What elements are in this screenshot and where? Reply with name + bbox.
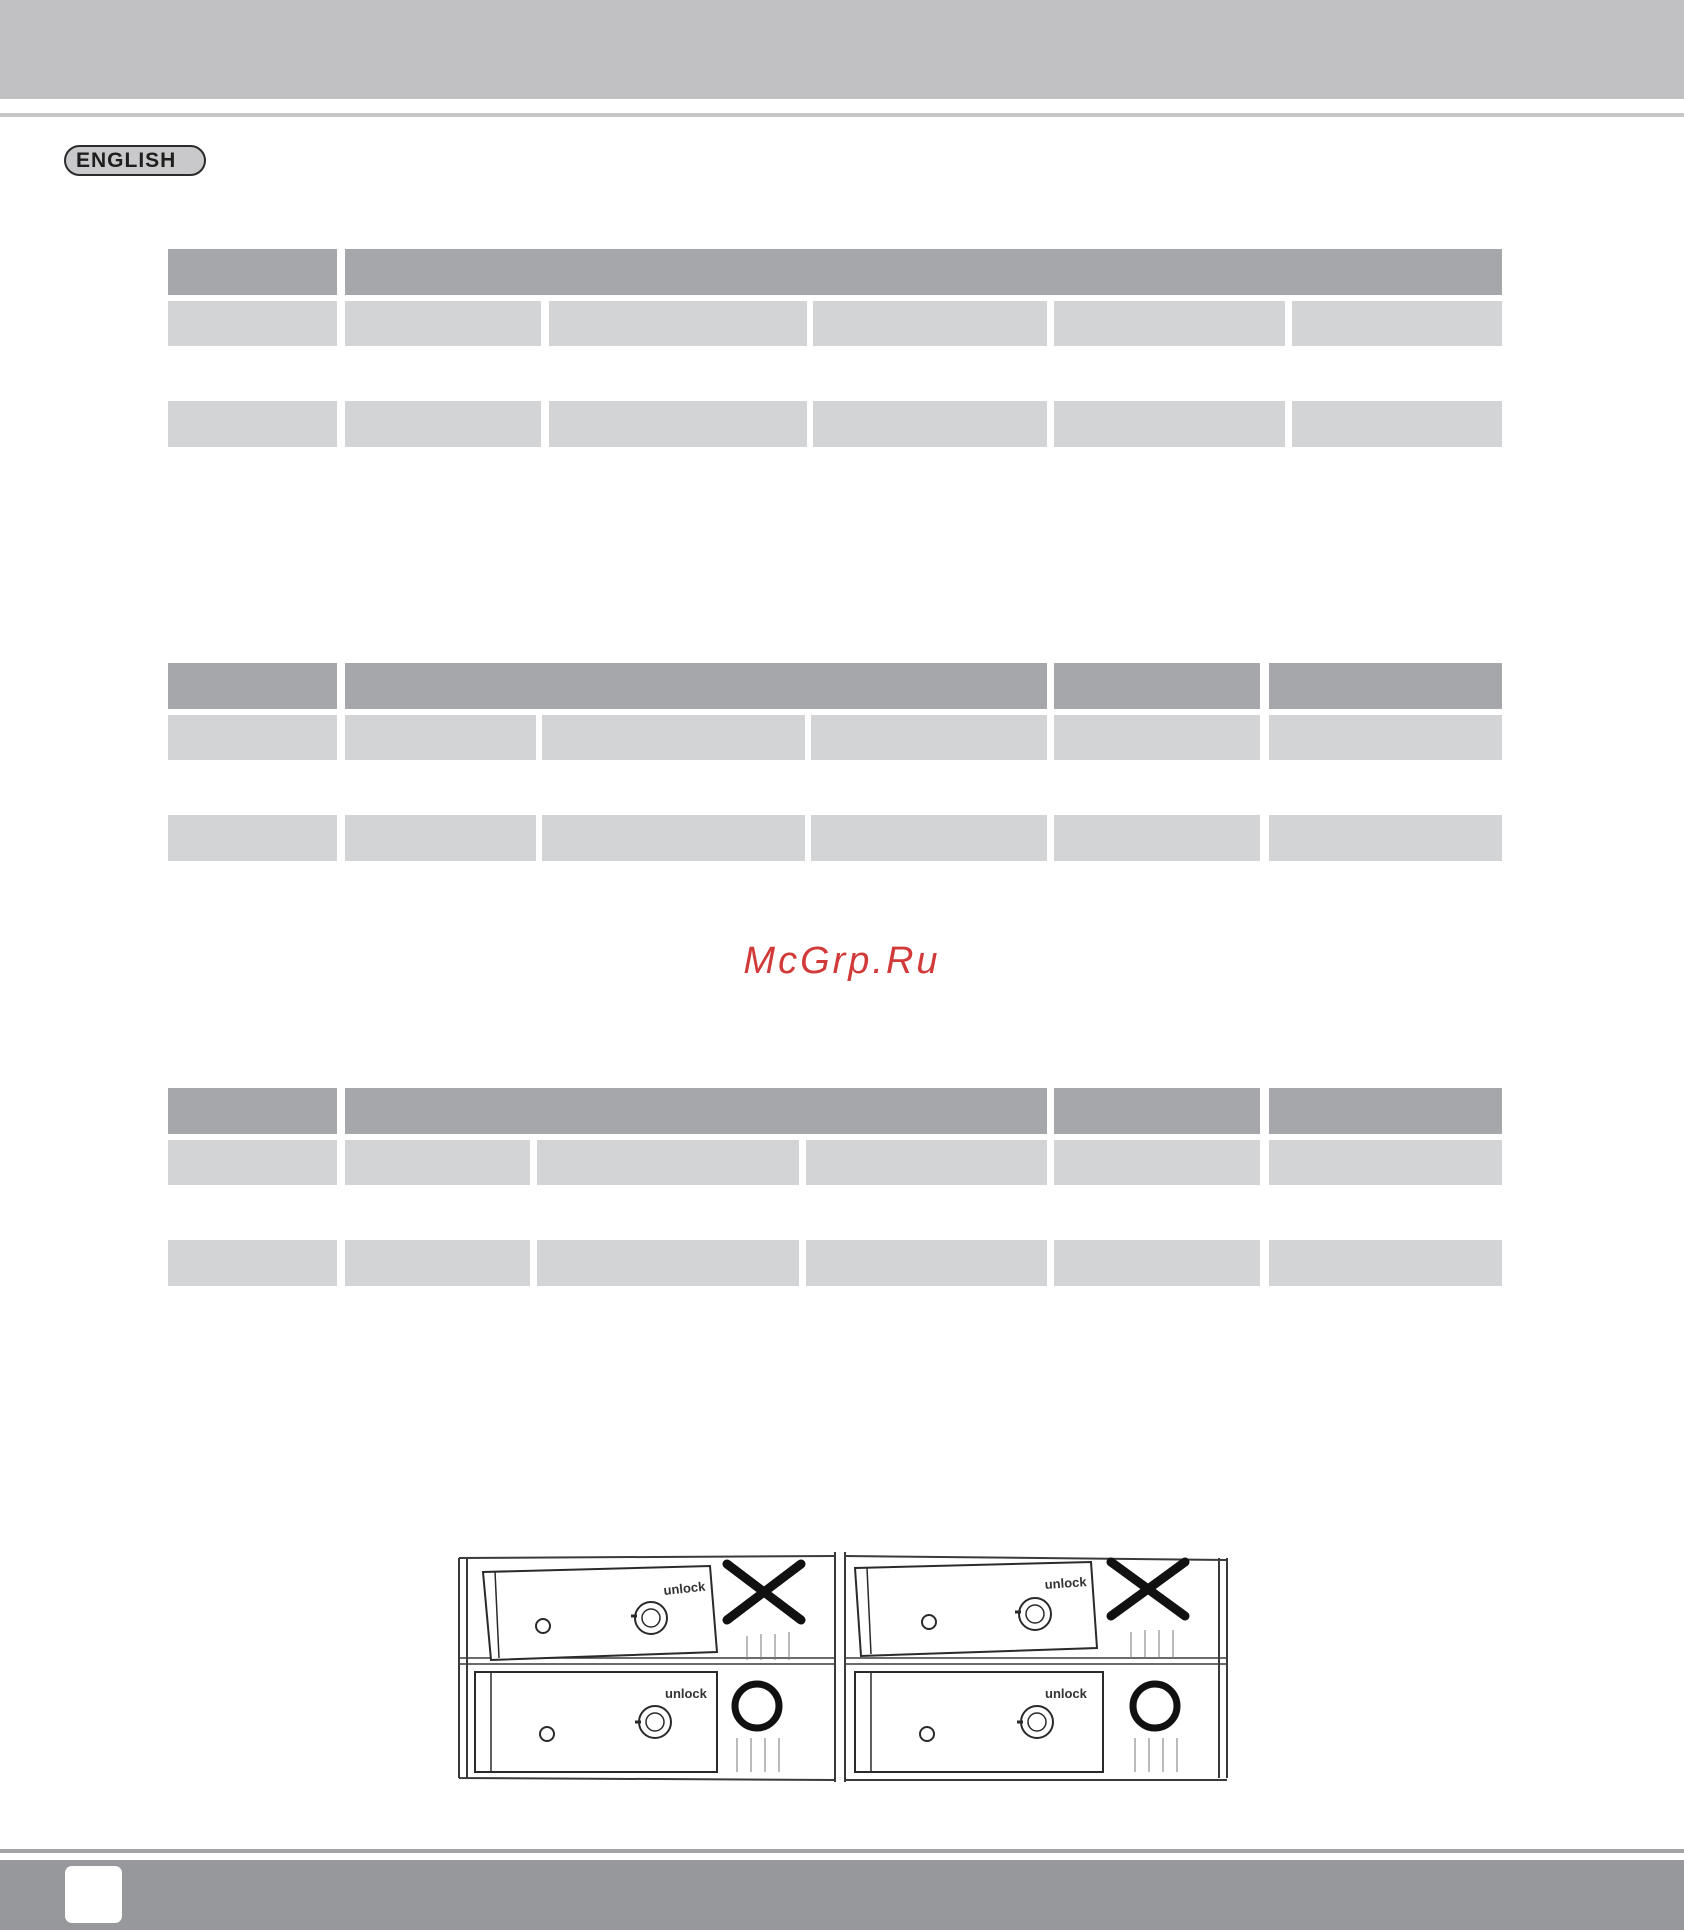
table-row-cell (1054, 815, 1260, 861)
svg-text:unlock: unlock (662, 1578, 706, 1598)
table-row-cell (806, 1240, 1047, 1286)
table-header-cell (1054, 1088, 1260, 1134)
table-row-cell (1269, 1140, 1502, 1185)
drive-tray-correct-right (855, 1672, 1177, 1772)
table-row-cell (1269, 815, 1502, 861)
table-row-cell (813, 401, 1047, 447)
table-header-cell (1269, 663, 1502, 709)
table-row-cell (345, 301, 541, 346)
language-badge: ENGLISH (64, 145, 206, 176)
footer-band (0, 1860, 1684, 1930)
table-row-cell (1269, 1240, 1502, 1286)
header-band (0, 0, 1684, 99)
drive-installation-figure (455, 1538, 1231, 1783)
table-row-cell (1054, 715, 1260, 760)
table-row-cell (1054, 1140, 1260, 1185)
table-row-cell (168, 815, 337, 861)
table-row-cell (549, 401, 807, 447)
table-row-cell (1054, 1240, 1260, 1286)
table-header-cell (1269, 1088, 1502, 1134)
table-row-cell (168, 1240, 337, 1286)
table-row-cell (537, 1140, 799, 1185)
table-header-cell (168, 249, 337, 295)
table-row-cell (345, 1140, 530, 1185)
header-divider (0, 113, 1684, 117)
table-row-cell (345, 401, 541, 447)
table-row-cell (806, 1140, 1047, 1185)
table-header-cell (168, 1088, 337, 1134)
table-row-cell (811, 715, 1047, 760)
table-header-cell (345, 249, 1502, 295)
table-row-cell (542, 815, 805, 861)
table-row-cell (1054, 301, 1285, 346)
table-row-cell (813, 301, 1047, 346)
table-header-cell (168, 663, 337, 709)
cross-icon (727, 1564, 801, 1620)
table-row-cell (168, 1140, 337, 1185)
table-row-cell (811, 815, 1047, 861)
svg-text:unlock: unlock (665, 1686, 707, 1701)
circle-icon (735, 1684, 779, 1728)
table-row-cell (542, 715, 805, 760)
table-row-cell (1054, 401, 1285, 447)
cross-icon (1111, 1562, 1185, 1616)
table-row-cell (537, 1240, 799, 1286)
table-row-cell (345, 1240, 530, 1286)
svg-text:unlock: unlock (1045, 1686, 1087, 1701)
page-number-box (65, 1866, 122, 1923)
table-header-cell (1054, 663, 1260, 709)
table-row-cell (1292, 401, 1502, 447)
drive-tray-wrong-left (483, 1564, 801, 1660)
table-row-cell (168, 301, 337, 346)
drive-tray-wrong-right (855, 1562, 1185, 1658)
footer-divider (0, 1849, 1684, 1853)
drive-tray-correct-left (475, 1672, 779, 1772)
table-row-cell (549, 301, 807, 346)
table-header-cell (345, 663, 1047, 709)
table-header-cell (345, 1088, 1047, 1134)
table-row-cell (345, 715, 536, 760)
table-row-cell (168, 715, 337, 760)
circle-icon (1133, 1684, 1177, 1728)
watermark-text: McGrp.Ru (743, 940, 941, 982)
table-row-cell (1269, 715, 1502, 760)
svg-text:unlock: unlock (1044, 1574, 1088, 1592)
table-row-cell (345, 815, 536, 861)
table-row-cell (1292, 301, 1502, 346)
table-row-cell (168, 401, 337, 447)
